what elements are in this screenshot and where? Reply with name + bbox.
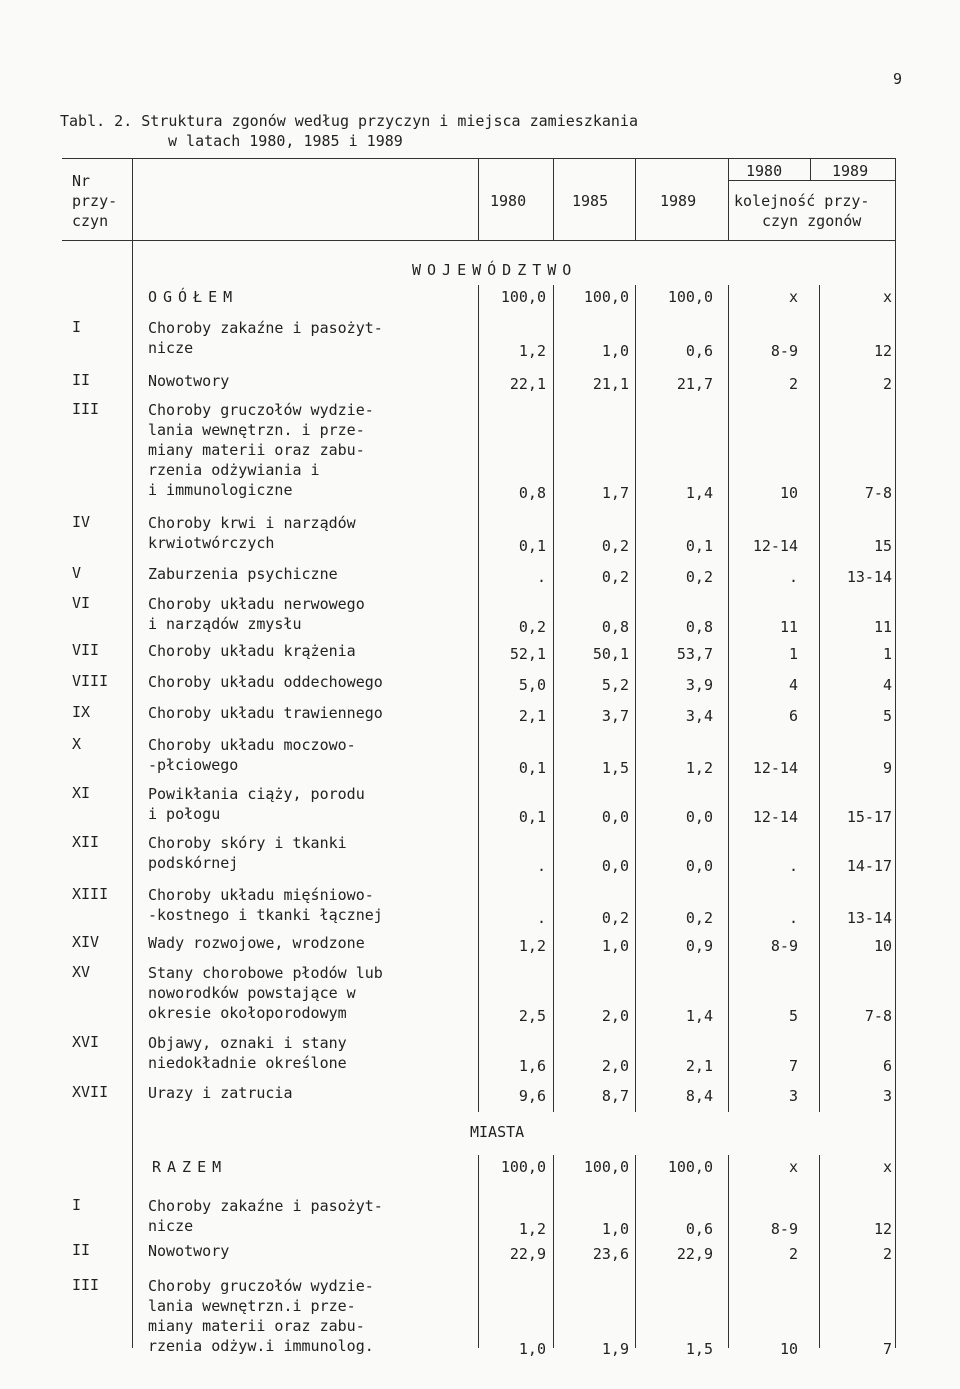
cause-label: Nowotwory <box>148 372 230 390</box>
value-1989: 53,7 <box>676 645 713 663</box>
body-divider-1985 <box>553 285 554 1112</box>
value-1980: 2,5 <box>518 1007 546 1025</box>
value-1989: 2,1 <box>685 1057 713 1075</box>
value-1985: 1,0 <box>601 342 629 360</box>
value-1985: 8,7 <box>601 1087 629 1105</box>
table-title: Tabl. 2. Struktura zgonów według przyczyn i miejsca zamieszkania <box>60 112 638 130</box>
value-1989: 0,1 <box>685 537 713 555</box>
rank-1989: 2 <box>882 375 892 393</box>
value-1985: 0,2 <box>601 568 629 586</box>
cause-label: Choroby układu oddechowego <box>148 673 383 691</box>
header-bottom-border <box>62 240 896 241</box>
rank-1980: 10 <box>779 484 798 502</box>
value-1985: 100,0 <box>583 288 629 306</box>
rank-1980: 2 <box>788 375 798 393</box>
cause-label: Nowotwory <box>148 1242 230 1260</box>
row-number: V <box>72 564 82 582</box>
section-wojewodztwo: WOJEWÓDZTWO <box>412 261 578 279</box>
cause-label: Stany chorobowe płodów lub noworodków powstające w okresie okołoporodowym <box>148 964 383 1022</box>
rank-1989: 12 <box>873 1220 892 1238</box>
value-1980: 1,2 <box>518 937 546 955</box>
rank-1989: 13-14 <box>846 568 892 586</box>
value-1980: 1,2 <box>518 1220 546 1238</box>
value-1989: 0,2 <box>685 568 713 586</box>
table-row <box>0 1158 960 1180</box>
rank-1980: . <box>788 568 798 586</box>
row-number: VII <box>72 641 100 659</box>
header-rank-label-2: czyn zgonów <box>762 212 862 230</box>
column-divider-1985 <box>553 158 554 240</box>
column-divider-1980 <box>478 158 479 240</box>
row-number: II <box>72 1241 91 1259</box>
rank-1980: . <box>788 857 798 875</box>
header-rank-label: kolejność przy- <box>734 192 870 210</box>
column-divider-1989 <box>635 158 636 240</box>
value-1980: 0,1 <box>518 759 546 777</box>
rank-1989: 12 <box>873 342 892 360</box>
cause-label: Choroby układu moczowo- -płciowego <box>148 736 356 774</box>
value-1985: 1,0 <box>601 1220 629 1238</box>
rank-1989: 2 <box>882 1245 892 1263</box>
rank-1989: 15-17 <box>846 808 892 826</box>
value-1989: 0,6 <box>685 1220 713 1238</box>
value-1980: 52,1 <box>509 645 546 663</box>
value-1985: 50,1 <box>592 645 629 663</box>
value-1989: 1,4 <box>685 484 713 502</box>
row-number: I <box>72 318 82 336</box>
value-1980: 0,1 <box>518 537 546 555</box>
table-title-years: w latach 1980, 1985 i 1989 <box>168 132 403 150</box>
cause-label: Choroby układu mięśniowo- -kostnego i tkanki łącznej <box>148 886 383 924</box>
section-miasta: MIASTA <box>470 1123 525 1141</box>
value-1989: 0,2 <box>685 909 713 927</box>
header-year-1980: 1980 <box>490 192 527 210</box>
row-number: XV <box>72 963 91 981</box>
value-1980: 1,0 <box>518 1340 546 1358</box>
rank-1989: 5 <box>882 707 892 725</box>
cause-label: Choroby układu nerwowego i narządów zmysłu <box>148 595 365 633</box>
rank-1989: 11 <box>873 618 892 636</box>
header-rank-1989: 1989 <box>832 162 869 180</box>
row-number: VI <box>72 594 91 612</box>
value-1985: 1,9 <box>601 1340 629 1358</box>
rank-1980: 1 <box>788 645 798 663</box>
value-1980: 9,6 <box>518 1087 546 1105</box>
rank-1980: 2 <box>788 1245 798 1263</box>
section-razem: RAZEM <box>152 1158 228 1176</box>
value-1985: 3,7 <box>601 707 629 725</box>
value-1989: 100,0 <box>667 1158 713 1176</box>
value-1985: 2,0 <box>601 1007 629 1025</box>
cause-label: Choroby zakaźne i pasożyt- nicze <box>148 1197 383 1235</box>
row-number: I <box>72 1196 82 1214</box>
value-1989: 3,4 <box>685 707 713 725</box>
rank-1980: 7 <box>788 1057 798 1075</box>
row-number: III <box>72 1276 100 1294</box>
rank-1980: 5 <box>788 1007 798 1025</box>
rank-1989: x <box>882 1158 892 1176</box>
value-1985: 100,0 <box>583 1158 629 1176</box>
page-number: 9 <box>893 70 903 88</box>
rank-1980: x <box>788 288 798 306</box>
value-1985: 0,2 <box>601 537 629 555</box>
rank-1980: 10 <box>779 1340 798 1358</box>
value-1985: 0,0 <box>601 808 629 826</box>
value-1989: 0,6 <box>685 342 713 360</box>
rank-1989: 7 <box>882 1340 892 1358</box>
rank-1980: 4 <box>788 676 798 694</box>
value-1980: 100,0 <box>500 1158 546 1176</box>
cause-label: Powikłania ciąży, porodu i połogu <box>148 785 365 823</box>
cause-label: Wady rozwojowe, wrodzone <box>148 934 365 952</box>
value-1989: 8,4 <box>685 1087 713 1105</box>
cause-label: Objawy, oznaki i stany niedokładnie określone <box>148 1034 347 1072</box>
rank-1989: 7-8 <box>864 484 892 502</box>
row-number: IX <box>72 703 91 721</box>
cause-label: Choroby zakaźne i pasożyt- nicze <box>148 319 383 357</box>
value-1980: . <box>536 857 546 875</box>
row-number: X <box>72 735 82 753</box>
value-1989: 3,9 <box>685 676 713 694</box>
column-divider-rank-years <box>810 158 811 180</box>
value-1989: 100,0 <box>667 288 713 306</box>
value-1985: 0,8 <box>601 618 629 636</box>
rank-1989: 6 <box>882 1057 892 1075</box>
value-1985: 0,0 <box>601 857 629 875</box>
value-1989: 0,9 <box>685 937 713 955</box>
cause-label: Urazy i zatrucia <box>148 1084 293 1102</box>
header-year-1985: 1985 <box>572 192 609 210</box>
value-1980: 0,1 <box>518 808 546 826</box>
value-1989: 0,0 <box>685 857 713 875</box>
value-1980: 1,6 <box>518 1057 546 1075</box>
section-ogolem: OGÓŁEM <box>148 288 239 306</box>
value-1985: 23,6 <box>592 1245 629 1263</box>
value-1980: 0,2 <box>518 618 546 636</box>
body-divider-rank-years <box>819 285 820 1112</box>
value-1980: . <box>536 909 546 927</box>
value-1980: 100,0 <box>500 288 546 306</box>
value-1985: 5,2 <box>601 676 629 694</box>
value-1989: 22,9 <box>676 1245 713 1263</box>
rank-1989: 13-14 <box>846 909 892 927</box>
value-1989: 21,7 <box>676 375 713 393</box>
rank-1989: 14-17 <box>846 857 892 875</box>
cause-label: Choroby układu trawiennego <box>148 704 383 722</box>
value-1989: 0,8 <box>685 618 713 636</box>
row-number: XVI <box>72 1033 100 1051</box>
rank-1989: 4 <box>882 676 892 694</box>
rank-1980: 8-9 <box>770 1220 798 1238</box>
value-1985: 1,7 <box>601 484 629 502</box>
rank-1989: 15 <box>873 537 892 555</box>
body-divider-rank <box>728 285 729 1112</box>
cause-label: Choroby gruczołów wydzie- lania wewnętrzn.i prze- miany materii oraz zabu- rzenia odżyw.i immunolog. <box>148 1277 374 1355</box>
cause-label: Choroby układu krążenia <box>148 642 356 660</box>
row-number: XIII <box>72 885 109 903</box>
body-divider-1989 <box>635 285 636 1112</box>
row-number: II <box>72 371 91 389</box>
value-1980: 1,2 <box>518 342 546 360</box>
value-1980: 2,1 <box>518 707 546 725</box>
rank-1980: 12-14 <box>752 759 798 777</box>
rank-1980: 8-9 <box>770 342 798 360</box>
rank-1980: 6 <box>788 707 798 725</box>
table-top-border <box>62 158 896 159</box>
table-row <box>0 288 960 310</box>
rank-1980: 12-14 <box>752 537 798 555</box>
rank-1989: 7-8 <box>864 1007 892 1025</box>
value-1985: 1,5 <box>601 759 629 777</box>
value-1980: 22,1 <box>509 375 546 393</box>
rank-1989: x <box>882 288 892 306</box>
cause-label: Choroby gruczołów wydzie- lania wewnętrzn. i prze- miany materii oraz zabu- rzenia odżywiania i i immunologiczne <box>148 401 374 499</box>
row-number: XII <box>72 833 100 851</box>
header-rank-1980: 1980 <box>746 162 783 180</box>
rank-1989: 9 <box>882 759 892 777</box>
row-number: IV <box>72 513 91 531</box>
value-1985: 21,1 <box>592 375 629 393</box>
row-number: XI <box>72 784 91 802</box>
cause-label: Choroby krwi i narządów krwiotwórczych <box>148 514 356 552</box>
row-number: III <box>72 400 100 418</box>
column-divider-rank <box>728 158 729 240</box>
value-1985: 1,0 <box>601 937 629 955</box>
rank-1980: x <box>788 1158 798 1176</box>
rank-1980: 12-14 <box>752 808 798 826</box>
value-1989: 1,5 <box>685 1340 713 1358</box>
cause-label: Zaburzenia psychiczne <box>148 565 338 583</box>
value-1985: 0,2 <box>601 909 629 927</box>
header-year-1989: 1989 <box>660 192 697 210</box>
value-1980: 22,9 <box>509 1245 546 1263</box>
header-czyn: czyn <box>72 212 109 230</box>
row-number: XVII <box>72 1083 109 1101</box>
body-divider-1980 <box>478 285 479 1112</box>
rank-1980: 8-9 <box>770 937 798 955</box>
value-1980: 0,8 <box>518 484 546 502</box>
value-1989: 0,0 <box>685 808 713 826</box>
value-1980: . <box>536 568 546 586</box>
value-1989: 1,4 <box>685 1007 713 1025</box>
rank-header-divider <box>728 180 896 181</box>
row-number: XIV <box>72 933 100 951</box>
row-number: VIII <box>72 672 109 690</box>
header-przy: przy- <box>72 192 118 210</box>
value-1980: 5,0 <box>518 676 546 694</box>
value-1985: 2,0 <box>601 1057 629 1075</box>
rank-1980: 11 <box>779 618 798 636</box>
rank-1989: 3 <box>882 1087 892 1105</box>
rank-1980: 3 <box>788 1087 798 1105</box>
header-nr: Nr <box>72 172 91 190</box>
rank-1980: . <box>788 909 798 927</box>
cause-label: Choroby skóry i tkanki podskórnej <box>148 834 347 872</box>
value-1989: 1,2 <box>685 759 713 777</box>
rank-1989: 1 <box>882 645 892 663</box>
rank-1989: 10 <box>873 937 892 955</box>
